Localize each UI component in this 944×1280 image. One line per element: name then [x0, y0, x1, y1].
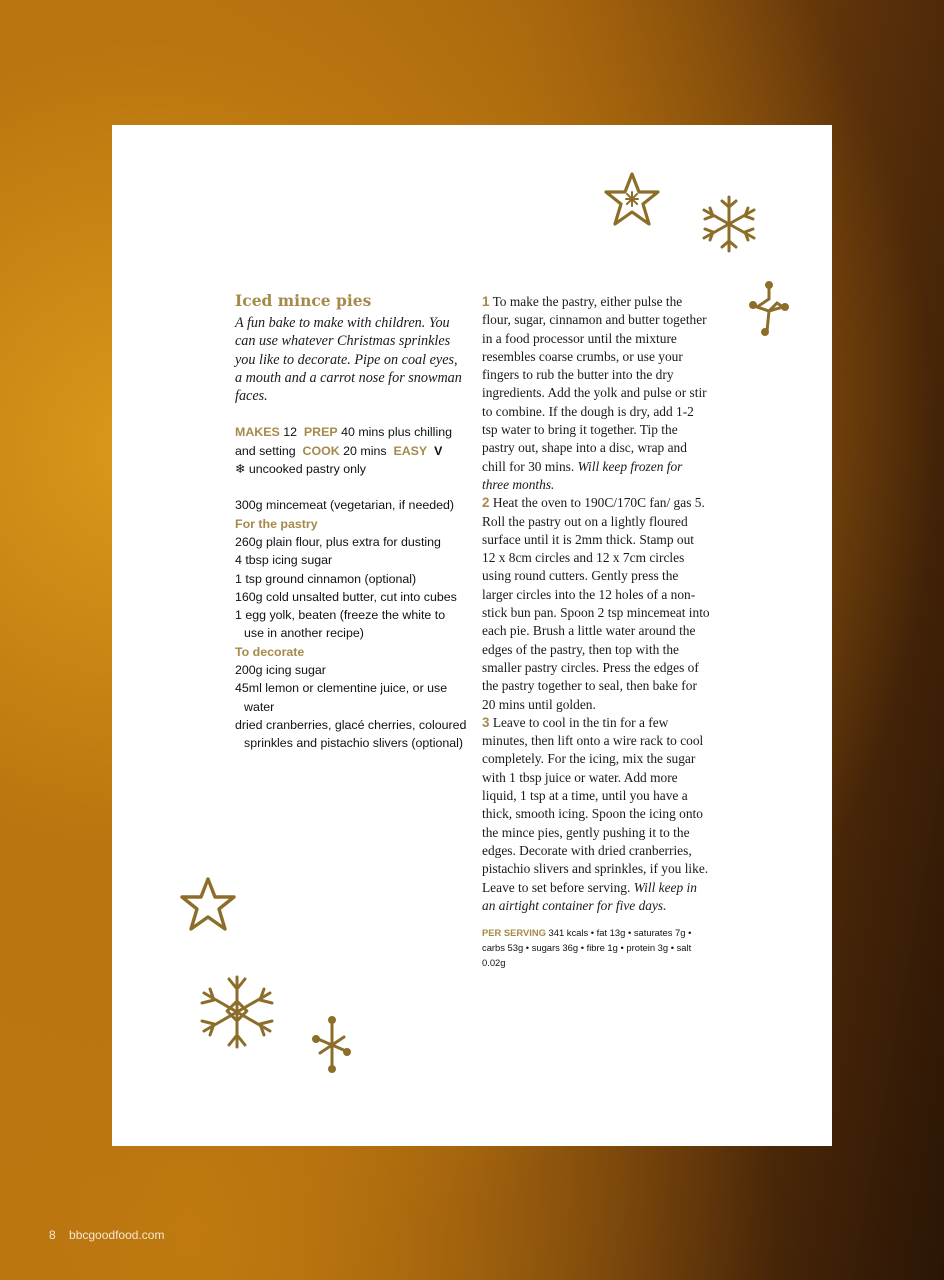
method-column [482, 293, 710, 970]
step-note: Will keep frozen for three months. [482, 458, 683, 492]
ingredient-item: 300g mincemeat (vegetarian, if needed) [235, 498, 455, 513]
method-step [482, 293, 710, 494]
nutrition-item: 341 kcals [548, 927, 589, 939]
ingredient-item: 1 tsp ground cinnamon (optional) [235, 571, 417, 586]
recipe-meta [235, 423, 467, 478]
sparkle-icon [747, 279, 791, 337]
step-number: 2 [482, 495, 490, 511]
step-text: Heat the oven to 190C/170C fan/ gas 5. Roll the pastry out on a lightly floured surface until it is 2mm thick. Stamp out 12 x 8cm circles and 12 x 7cm circles using round cutters. Gently press the larger circles into the 12 holes of a non-stick bun pan. Spoon 2 tsp mincemeat into each pie. Brush a little water around the edges of the pastry, then top with the smaller pastry circles. Press the edges of the pastry together to seal, then bake for 20 mins until golden. [482, 495, 710, 712]
method-step [482, 714, 710, 915]
ingredient-item: dried cranberries, glacé cherries, coloured sprinkles and pistachio slivers (optional) [235, 717, 467, 751]
recipe-card [112, 125, 832, 1146]
nutrition-item: sugars 36g [531, 942, 579, 954]
recipe-title: Iced mince pies [235, 291, 372, 310]
pastry-heading: For the pastry [235, 516, 318, 531]
step-number: 1 [482, 294, 490, 309]
sparkle-small-icon [310, 1015, 354, 1073]
decorate-heading: To decorate [235, 644, 305, 659]
snowflake-large-icon [196, 973, 278, 1051]
page-footer [49, 1228, 174, 1242]
step-note: Will keep in an airtight container for five days. [482, 879, 697, 913]
step-text: To make the pastry, either pulse the flour, sugar, cinnamon and butter together in a food processor until the mixture resembles coarse crumbs, or use your fingers to rub the butter into the dry ingredients. Add the yolk and pulse or stir to combine. If the dough is dry, add 1-2 tsp water to bring it together. Tip the pastry out, shape into a disc, wrap and chill for 30 mins. [482, 294, 707, 474]
vegetarian-mark: V [434, 443, 443, 458]
nutrition-label: PER SERVING [482, 927, 546, 939]
nutrition-item: salt 0.02g [482, 942, 692, 969]
cook-value: 20 mins [343, 443, 387, 458]
nutrition-item: protein 3g [626, 942, 669, 954]
page-number: 8 [49, 1228, 56, 1242]
easy-label: EASY [393, 443, 428, 458]
method-step [482, 494, 710, 714]
separator: • [620, 942, 624, 954]
separator: • [688, 927, 692, 939]
snowflake-icon: ❄ [235, 462, 246, 477]
star-icon [602, 170, 662, 230]
ingredient-item: 160g cold unsalted butter, cut into cubes [235, 589, 457, 604]
snowflake-icon [696, 193, 762, 255]
step-number: 3 [482, 714, 490, 730]
ingredient-item: 4 tbsp icing sugar [235, 553, 333, 568]
nutrition-item: fat 13g [596, 927, 626, 939]
star-outline-icon [178, 875, 238, 935]
nutrition-item: saturates 7g [633, 927, 686, 939]
method-steps [482, 293, 710, 915]
ingredient-item: 260g plain flour, plus extra for dusting [235, 534, 441, 549]
nutrition-info [482, 925, 710, 970]
freezer-note: uncooked pastry only [248, 462, 366, 477]
separator: • [627, 927, 632, 939]
separator: • [525, 942, 530, 954]
recipe-intro: A fun bake to make with children. You can use whatever Christmas sprinkles you like to decorate. Pipe on coal eyes, a mouth and a carrot nose for snowman faces. [235, 315, 462, 405]
ingredients-list [235, 496, 467, 752]
separator: • [590, 927, 595, 939]
prep-label: PREP [303, 425, 338, 440]
separator: • [580, 942, 584, 954]
site-name: bbcgoodfood.com [69, 1228, 165, 1242]
ingredient-item: 200g icing sugar [235, 663, 326, 678]
cook-label: COOK [302, 443, 340, 458]
nutrition-item: carbs 53g [482, 942, 524, 954]
makes-label: MAKES [235, 425, 280, 440]
separator: • [670, 942, 674, 954]
makes-value: 12 [283, 425, 297, 440]
prep-value: 40 mins plus chilling and setting [235, 425, 452, 458]
step-text: Leave to cool in the tin for a few minutes, then lift onto a wire rack to cool completely. For the icing, mix the sugar with 1 tbsp juice or water. Add more liquid, 1 tsp at a time, until you have a thick, smooth icing. Spoon the icing onto the mince pies, gently pushing it to the edges. Decorate with dried cranberries, pistachio slivers and sprinkles, if you like. Leave to set before serving. [482, 714, 709, 895]
ingredient-item: 1 egg yolk, beaten (freeze the white to use in another recipe) [235, 608, 446, 641]
recipe-info-column [235, 291, 467, 753]
nutrition-item: fibre 1g [586, 942, 618, 954]
ingredient-item: 45ml lemon or clementine juice, or use water [235, 681, 448, 714]
